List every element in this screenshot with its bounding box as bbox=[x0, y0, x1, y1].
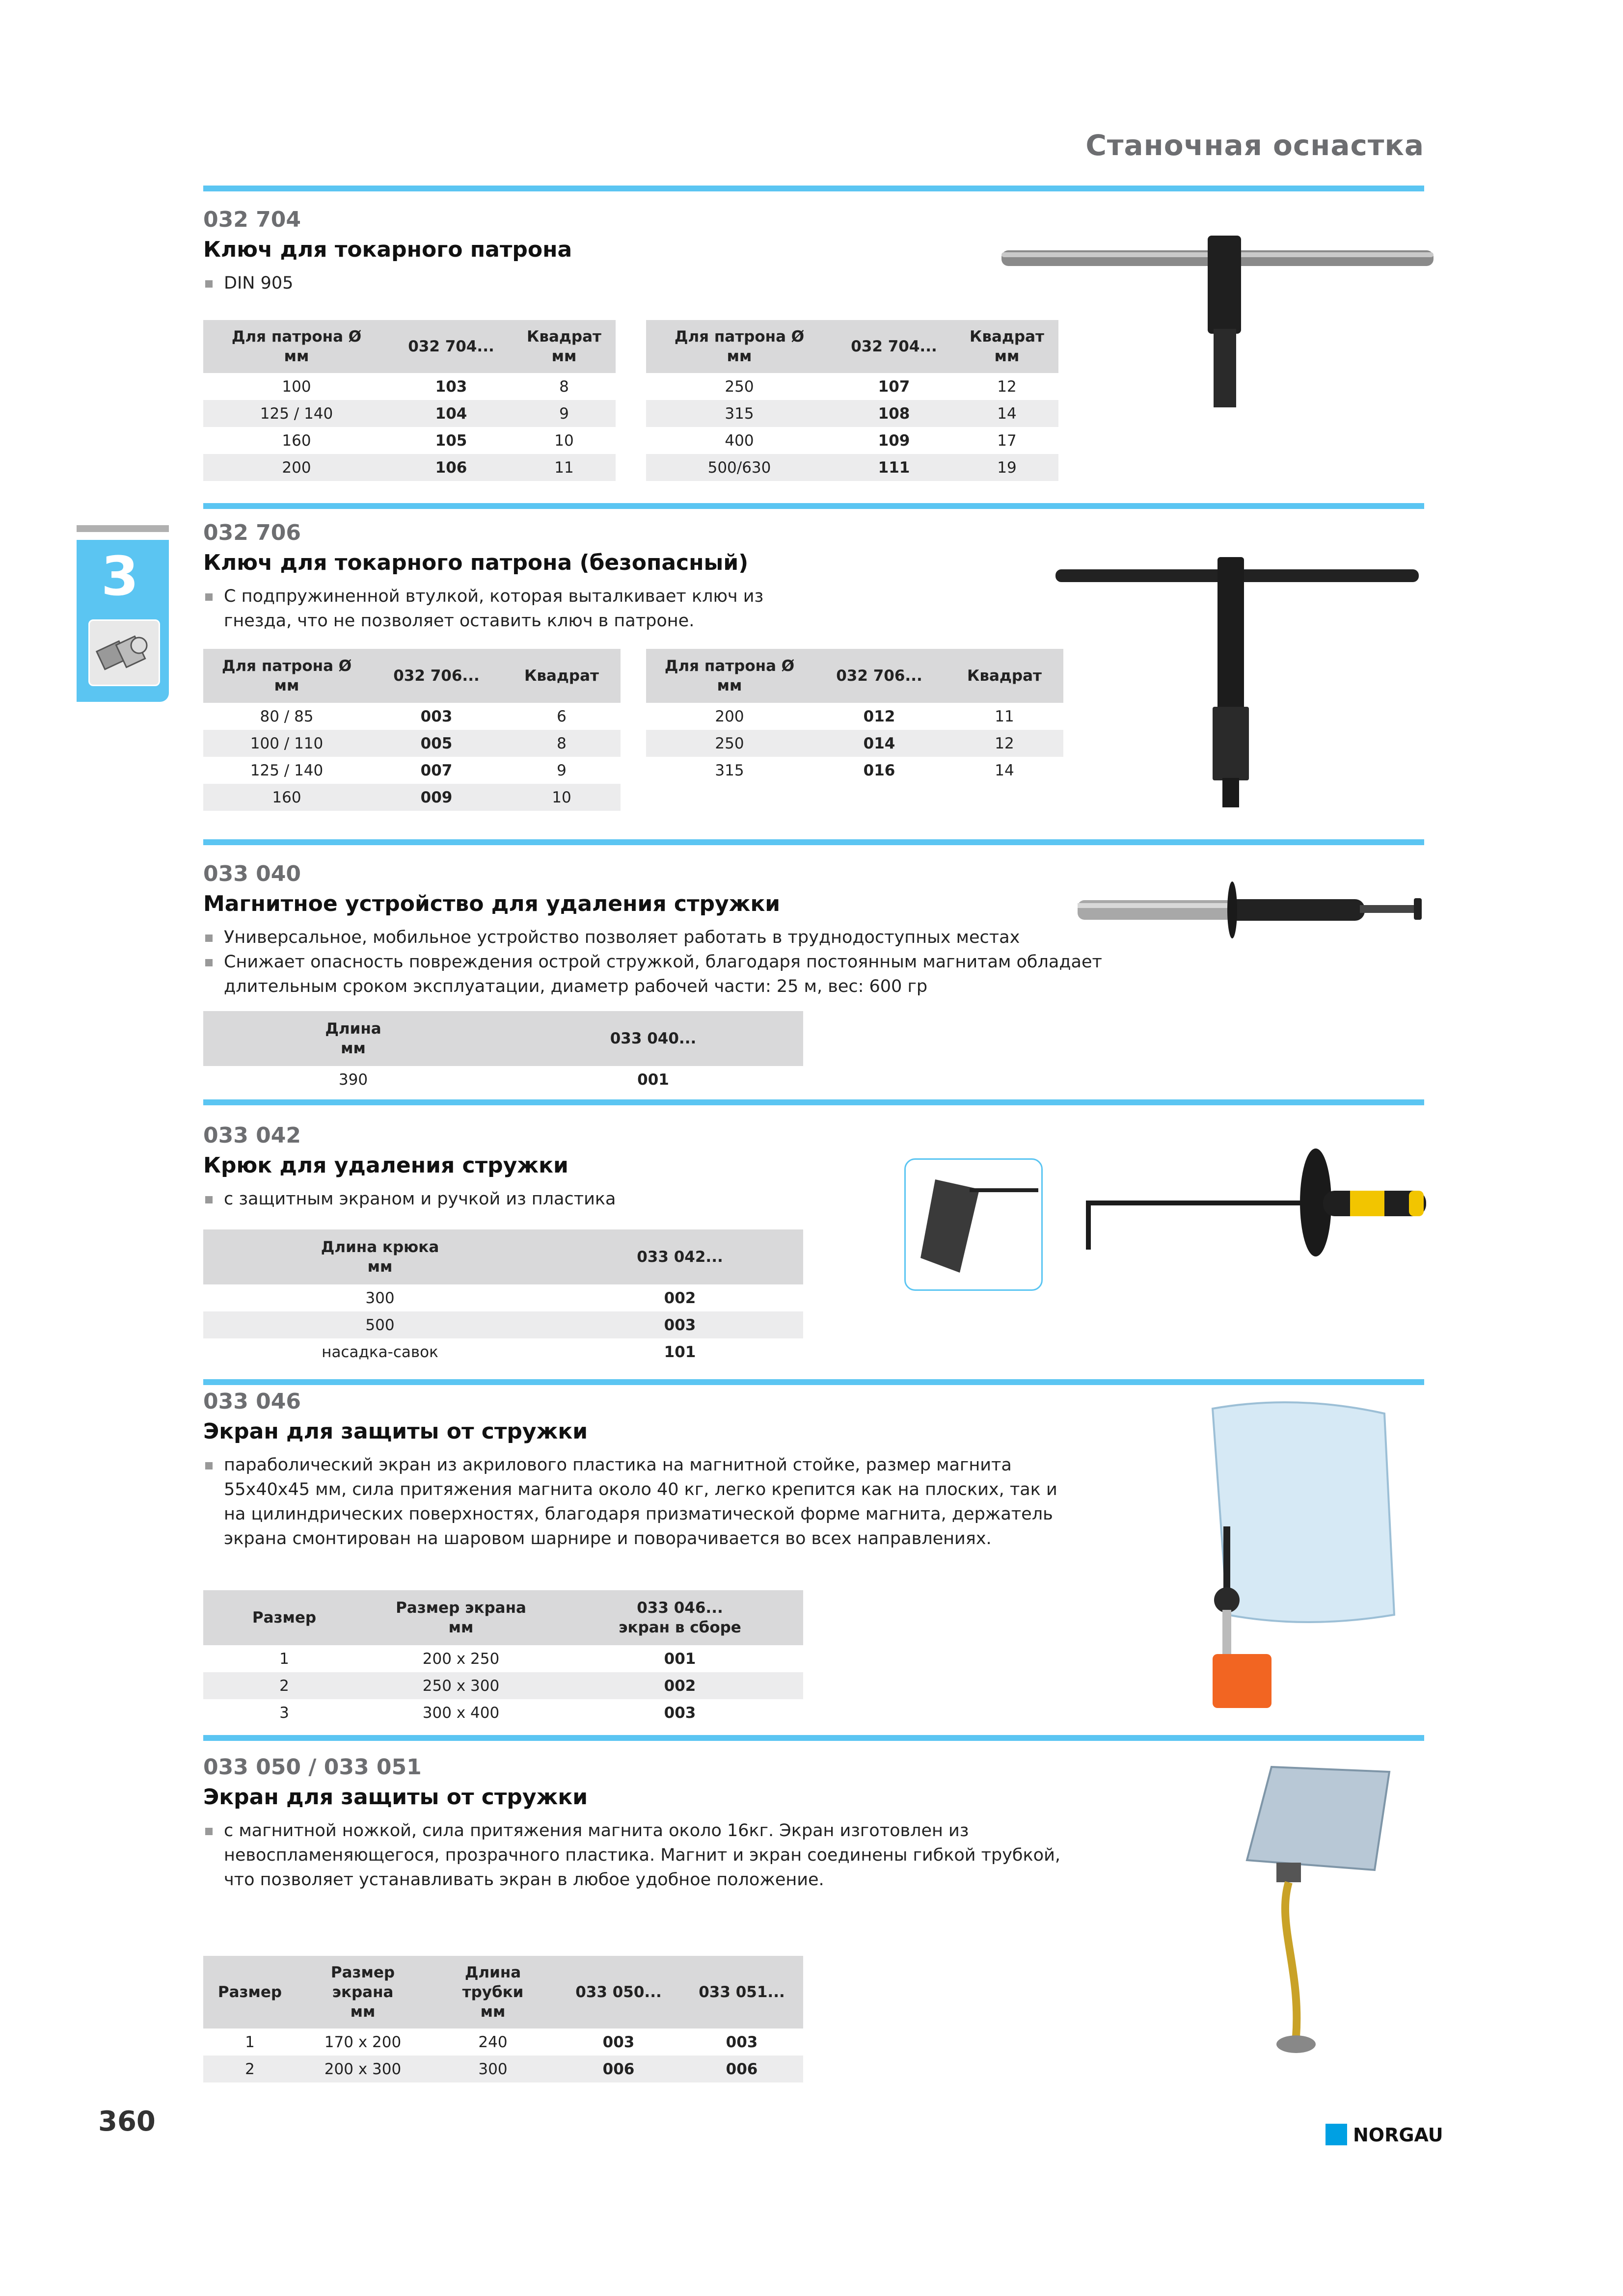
col-header: Размер экрана мм bbox=[365, 1590, 557, 1645]
table-row: 315 016 14 bbox=[715, 761, 1014, 779]
table-row: 80 / 85 003 6 bbox=[260, 707, 567, 725]
table-row: 160 105 10 bbox=[282, 431, 574, 450]
chip-hook-image bbox=[1075, 1144, 1429, 1266]
chuck-key-image bbox=[992, 231, 1434, 417]
desc-line: длительным сроком эксплуатации, диаметр рабочей части: 25 м, вес: 600 гр bbox=[224, 977, 928, 996]
col-header: 033 050... bbox=[557, 1956, 680, 2029]
section-divider bbox=[203, 839, 1424, 845]
product-description bbox=[203, 584, 763, 633]
section-divider bbox=[203, 186, 1424, 191]
article-code: 032 704 bbox=[203, 207, 301, 232]
desc-line: что позволяет устанавливать экран в любое удобное положение. bbox=[224, 1870, 824, 1890]
section-divider bbox=[203, 1099, 1424, 1105]
col-header: 032 706... bbox=[813, 649, 946, 703]
product-description bbox=[203, 271, 293, 295]
parabolic-shield-image bbox=[1183, 1399, 1399, 1733]
col-header: Квадрат мм bbox=[955, 320, 1058, 373]
col-header: Длина крюка мм bbox=[203, 1229, 557, 1284]
table-row: 390 001 bbox=[338, 1070, 669, 1089]
desc-line: С подпружиненной втулкой, которая выталкивает ключ из bbox=[203, 584, 763, 609]
col-header: Длина трубки мм bbox=[429, 1956, 557, 2029]
col-header: 033 042... bbox=[557, 1229, 803, 1284]
col-header: Длина мм bbox=[203, 1011, 503, 1066]
col-header: Квадрат мм bbox=[513, 320, 616, 373]
table-row: 250 014 12 bbox=[646, 730, 1063, 757]
spec-table bbox=[203, 649, 621, 811]
product-title: Экран для защиты от стружки bbox=[203, 1419, 588, 1444]
table-row: 3 300 x 400 003 bbox=[279, 1704, 696, 1722]
col-header: 032 706... bbox=[370, 649, 503, 703]
table-row: 500 003 bbox=[203, 1311, 803, 1338]
col-header: Размер bbox=[203, 1590, 365, 1645]
col-header: Для патрона Ø мм bbox=[203, 320, 390, 373]
article-code: 033 046 bbox=[203, 1389, 301, 1414]
section-divider bbox=[203, 1379, 1424, 1385]
section-divider bbox=[203, 1735, 1424, 1741]
page-number: 360 bbox=[98, 2106, 156, 2137]
table-row: 2 200 x 300 300 006 006 bbox=[203, 2056, 803, 2082]
table-row: 300 002 bbox=[365, 1289, 696, 1307]
scoop-attachment-image bbox=[904, 1158, 1043, 1291]
col-header: 033 051... bbox=[680, 1956, 803, 2029]
table-row: 100 103 8 bbox=[282, 377, 569, 396]
product-title: Крюк для удаления стружки bbox=[203, 1153, 568, 1178]
safety-chuck-key-image bbox=[1051, 550, 1424, 815]
desc-line: DIN 905 bbox=[203, 271, 293, 295]
col-header: Для патрона Ø мм bbox=[646, 649, 813, 703]
desc-line: Снижает опасность повреждения острой стружкой, благодаря постоянным магнитам обладает bbox=[203, 950, 1102, 974]
spec-table bbox=[203, 1011, 803, 1093]
table-row: 125 / 140 104 9 bbox=[203, 400, 616, 427]
desc-line: параболический экран из акрилового пластика на магнитной стойке, размер магнита bbox=[203, 1453, 1057, 1477]
table-row: 125 / 140 007 9 bbox=[250, 761, 567, 779]
article-code: 033 050 / 033 051 bbox=[203, 1755, 422, 1780]
chapter-tab-bar bbox=[77, 525, 169, 532]
table-row: 400 109 17 bbox=[725, 431, 1017, 450]
table-row: 200 012 11 bbox=[715, 707, 1014, 725]
desc-line: гнезда, что не позволяет оставить ключ в патроне. bbox=[224, 611, 695, 631]
product-description bbox=[203, 1818, 1060, 1892]
flexible-shield-image bbox=[1237, 1762, 1404, 2061]
col-header: 033 040... bbox=[503, 1011, 803, 1066]
table-row: 100 / 110 005 8 bbox=[203, 730, 621, 757]
desc-line: невоспламеняющегося, прозрачного пластика. Магнит и экран соединены гибкой трубкой, bbox=[224, 1845, 1060, 1865]
product-title: Ключ для токарного патрона (безопасный) bbox=[203, 550, 749, 575]
table-row: 315 108 14 bbox=[646, 400, 1058, 427]
chuck-icon bbox=[88, 619, 160, 686]
table-row: 500/630 111 19 bbox=[646, 454, 1058, 481]
product-description bbox=[203, 1187, 616, 1211]
spec-table bbox=[203, 1229, 803, 1365]
table-row: 160 009 10 bbox=[203, 784, 621, 811]
product-title: Магнитное устройство для удаления стружки bbox=[203, 891, 781, 916]
col-header: 033 046... экран в сборе bbox=[557, 1590, 803, 1645]
product-title: Экран для защиты от стружки bbox=[203, 1785, 588, 1810]
col-header: Квадрат bbox=[946, 649, 1063, 703]
product-description bbox=[203, 925, 1102, 999]
col-header: Размер экрана мм bbox=[297, 1956, 429, 2029]
col-header: Для патрона Ø мм bbox=[646, 320, 833, 373]
spec-table bbox=[646, 649, 1063, 784]
col-header: Квадрат bbox=[503, 649, 621, 703]
desc-line: экрана смонтирован на шаровом шарнире и поворачивается во всех направлениях. bbox=[224, 1529, 992, 1548]
desc-line: 55x40x45 мм, сила притяжения магнита около 40 кг, легко крепится как на плоских, так и bbox=[224, 1480, 1057, 1499]
table-row: 250 107 12 bbox=[725, 377, 1017, 396]
product-description bbox=[203, 1453, 1057, 1551]
table-row: 1 200 x 250 001 bbox=[279, 1650, 696, 1668]
desc-line: с магнитной ножкой, сила притяжения магнита около 16кг. Экран изготовлен из bbox=[203, 1818, 1060, 1843]
brand-logo-icon bbox=[1325, 2124, 1347, 2145]
page-header-title: Станочная оснастка bbox=[1085, 129, 1424, 162]
article-code: 032 706 bbox=[203, 520, 301, 545]
col-header: 032 704... bbox=[390, 320, 513, 373]
article-code: 033 040 bbox=[203, 861, 301, 886]
chapter-number: 3 bbox=[101, 545, 139, 608]
table-row: 200 106 11 bbox=[203, 454, 616, 481]
spec-table bbox=[203, 1590, 803, 1726]
desc-line: с защитным экраном и ручкой из пластика bbox=[203, 1187, 616, 1211]
magnetic-pickup-image bbox=[1075, 879, 1434, 942]
col-header: Размер bbox=[203, 1956, 297, 2029]
desc-line: на цилиндрических поверхностях, благодаря призматической форме магнита, держатель bbox=[224, 1504, 1053, 1524]
spec-table bbox=[203, 1956, 803, 2082]
table-row: 1 170 x 200 240 003 003 bbox=[245, 2033, 758, 2051]
table-row: насадка-савок 101 bbox=[322, 1343, 696, 1361]
article-code: 033 042 bbox=[203, 1123, 301, 1148]
col-header: 032 704... bbox=[833, 320, 955, 373]
spec-table bbox=[203, 320, 616, 481]
col-header: Для патрона Ø мм bbox=[203, 649, 370, 703]
desc-line: Универсальное, мобильное устройство позволяет работать в труднодоступных местах bbox=[203, 925, 1102, 950]
product-title: Ключ для токарного патрона bbox=[203, 237, 572, 262]
table-row: 2 250 x 300 002 bbox=[203, 1672, 803, 1699]
brand-name: NORGAU bbox=[1353, 2124, 1443, 2146]
section-divider bbox=[203, 503, 1424, 509]
